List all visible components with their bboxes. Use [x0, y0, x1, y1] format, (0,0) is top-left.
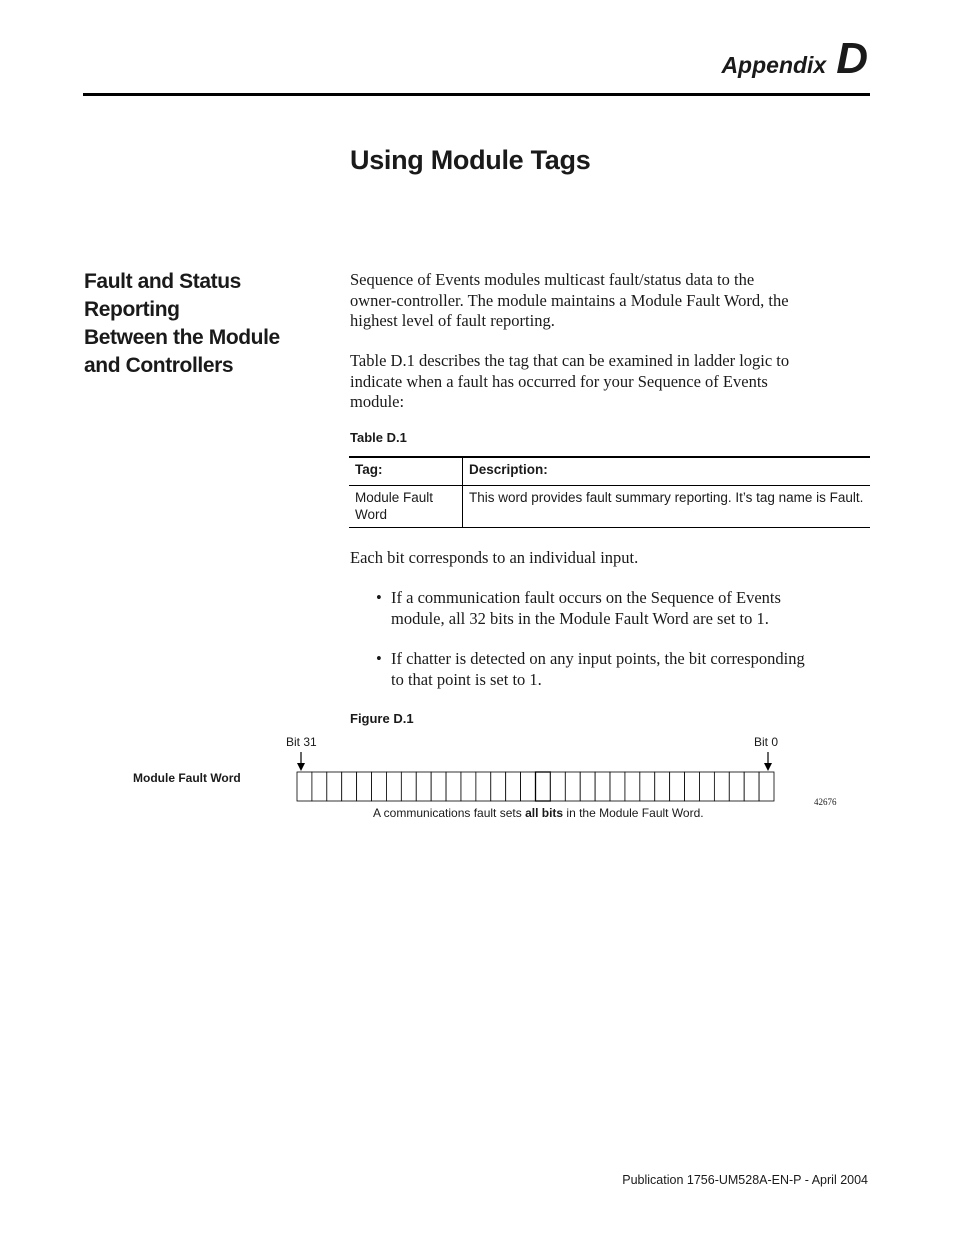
- list-item-line: If chatter is detected on any input points, the bit corresponding: [391, 649, 805, 668]
- header-rule: [83, 93, 870, 96]
- bit-register-diagram: [290, 750, 790, 806]
- table-header-row: [349, 457, 870, 486]
- bit-cell: [580, 772, 595, 801]
- appendix-letter: D: [836, 34, 868, 83]
- bit-cell: [416, 772, 431, 801]
- bit-cell: [655, 772, 670, 801]
- table-intro-paragraph: [350, 351, 860, 413]
- list-item: [375, 649, 867, 690]
- figure-note: [373, 806, 704, 820]
- table-row: [349, 486, 870, 528]
- bit-0-label: Bit 0: [754, 735, 779, 749]
- bit-cell: [386, 772, 401, 801]
- list-item-line: module, all 32 bits in the Module Fault Word are set to 1.: [391, 608, 769, 628]
- table-cell-tag: [349, 486, 463, 528]
- bit-cell: [565, 772, 580, 801]
- bit-cells: [297, 772, 774, 801]
- bullet-icon: •: [376, 588, 382, 607]
- paragraph-line: Table D.1 describes the tag that can be examined in ladder logic to: [350, 351, 790, 370]
- bit-cell: [476, 772, 491, 801]
- tag-line: Module Fault: [355, 490, 434, 505]
- bit-cell: [670, 772, 685, 801]
- bit-cell: [699, 772, 714, 801]
- bit-paragraph: Each bit corresponds to an individual input.: [350, 548, 639, 567]
- bit-cell: [312, 772, 327, 801]
- bit-cell: [401, 772, 416, 801]
- bit-cell: [491, 772, 506, 801]
- bit-cell: [595, 772, 610, 801]
- list-item: [375, 588, 867, 629]
- bit-cell: [536, 772, 551, 801]
- bit-cell: [506, 772, 521, 801]
- table-caption: Table D.1: [350, 430, 407, 445]
- intro-paragraph: [350, 270, 860, 332]
- module-fault-word-label: Module Fault Word: [133, 771, 241, 785]
- list-item-line: If a communication fault occurs on the Sequence of Events: [391, 588, 781, 607]
- paragraph-line: owner-controller. The module maintains a Module Fault Word, the: [350, 290, 789, 310]
- bullet-list: [375, 588, 867, 710]
- paragraph-line: module:: [350, 392, 405, 411]
- bit-cell: [685, 772, 700, 801]
- bit-31-label: Bit 31: [286, 735, 317, 749]
- bit-cell: [461, 772, 476, 801]
- bit-cell: [327, 772, 342, 801]
- bit-cell: [714, 772, 729, 801]
- paragraph-line: indicate when a fault has occurred for your Sequence of Events: [350, 371, 768, 391]
- bit-cell: [521, 772, 536, 801]
- bit-cell: [744, 772, 759, 801]
- bit-cell: [431, 772, 446, 801]
- appendix-header: [721, 34, 868, 84]
- appendix-word: Appendix: [721, 52, 827, 78]
- bit-cell: [625, 772, 640, 801]
- page-title: Using Module Tags: [350, 145, 591, 175]
- bit-cell: [610, 772, 625, 801]
- bit-cell: [729, 772, 744, 801]
- section-heading: [84, 268, 334, 380]
- bit-cell: [550, 772, 565, 801]
- tag-line: Word: [355, 507, 388, 522]
- table-cell-description: This word provides fault summary reporting. It’s tag name is Fault.: [469, 490, 864, 505]
- bit-cell: [759, 772, 774, 801]
- figure-note-bold: all bits: [525, 806, 564, 820]
- figure-number: 42676: [814, 797, 837, 807]
- bullet-icon: •: [376, 649, 382, 668]
- paragraph-line: highest level of fault reporting.: [350, 311, 555, 330]
- section-heading-line: Fault and Status Reporting: [84, 270, 241, 321]
- table-header-tag: Tag:: [349, 457, 463, 486]
- publication-footer: Publication 1756-UM528A-EN-P - April 2004: [622, 1173, 868, 1187]
- bit-cell: [357, 772, 372, 801]
- bit-31-arrowhead-icon: [297, 763, 305, 771]
- bit-cell: [372, 772, 387, 801]
- bit-cell: [297, 772, 312, 801]
- paragraph-line: Sequence of Events modules multicast fault/status data to the: [350, 270, 755, 289]
- figure-note-text: A communications fault sets: [373, 806, 526, 820]
- section-heading-line: and Controllers: [84, 354, 234, 377]
- tag-table: [349, 456, 870, 528]
- table-header-description: Description:: [469, 462, 548, 477]
- bit-cell: [342, 772, 357, 801]
- bit-cell: [446, 772, 461, 801]
- figure-caption: Figure D.1: [350, 711, 414, 726]
- section-heading-line: Between the Module: [84, 326, 280, 349]
- list-item-line: to that point is set to 1.: [391, 669, 542, 689]
- bit-cell: [640, 772, 655, 801]
- figure-note-text: in the Module Fault Word.: [563, 806, 704, 820]
- bit-0-arrowhead-icon: [764, 763, 772, 771]
